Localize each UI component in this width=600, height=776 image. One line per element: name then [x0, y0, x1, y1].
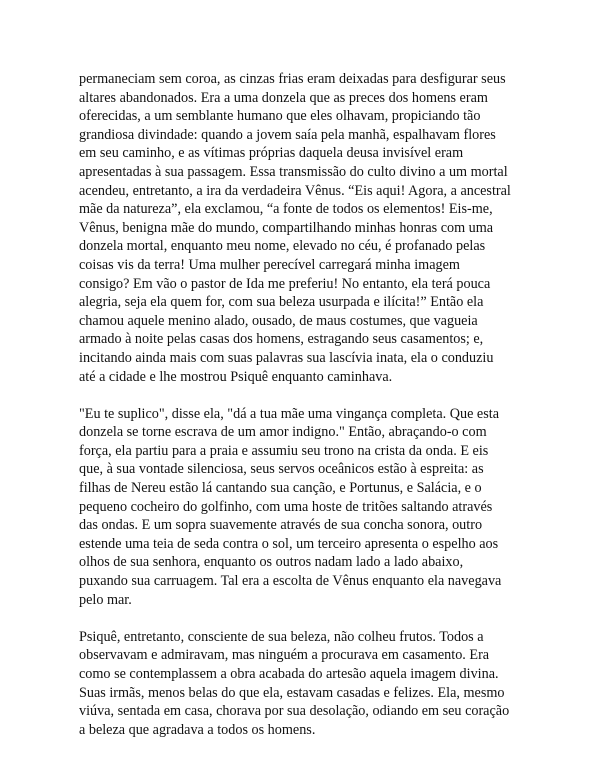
paragraph-venus-escort: "Eu te suplico", disse ela, "dá a tua mãe uma vingança completa. Que esta donzela se torne escrava de um amor indigno." Então, abraçando-o com força, ela partiu para a praia e assumiu seu trono na crista da onda. E eis que, à sua vontade silenciosa, seus servos oceânicos estão à espreita: as filhas de Nereu estão lá cantando sua canção, e Portunus, e Salácia, e o pequeno cocheiro do golfinho, com uma hoste de tritões saltando através das ondas. E um sopra suavemente através de sua concha sonora, outro estende uma teia de seda contra o sol, um terceiro apresenta o espelho aos olhos de sua senhora, enquanto os outros nadam lado a lado abaixo, puxando sua carruagem. Tal era a escolta de Vênus enquanto ela navegava pelo mar. [79, 405, 502, 608]
document-page [79, 70, 529, 758]
paragraph-psyche-solitude: Psiquê, entretanto, consciente de sua beleza, não colheu frutos. Todos a observavam e admiravam, mas ninguém a procurava em casamento. Era como se contemplassem a obra acabada do artesão aquela imagem divina. Suas irmãs, menos belas do que ela, estavam casadas e felizes. Ela, mesmo viúva, sentada em casa, chorava por sua desolação, odiando em seu coração a beleza que agradava a todos os homens. [79, 628, 510, 738]
paragraph-venus-wrath: permaneciam sem coroa, as cinzas frias eram deixadas para desfigurar seus altares abandonados. Era a uma donzela que as preces dos homens eram oferecidas, a um semblante humano que eles olhavam, propiciando tão grandiosa divindade: quando a jovem saía pela manhã, espalhavam flores em seu caminho, e as vítimas próprias daquela deusa invisível eram apresentadas à sua passagem. Essa transmissão do culto divino a um mortal acendeu, entretanto, a ira da verdadeira Vênus. “Eis aqui! Agora, a ancestral mãe da natureza”, ela exclamou, “a fonte de todos os elementos! Eis-me, Vênus, benigna mãe do mundo, compartilhando minhas honras com uma donzela mortal, enquanto meu nome, elevado no céu, é profanado pelas coisas vis da terra! Uma mulher perecível carregará minha imagem consigo? Em vão o pastor de Ida me preferiu! No entanto, ela terá pouca alegria, seja ela quem for, com sua beleza usurpada e ilícita!” Então ela chamou aquele menino alado, ousado, de maus costumes, que vagueia armado à noite pelas casas dos homens, estragando seus casamentos; e, incitando ainda mais com suas palavras sua lascívia inata, ela o conduziu até a cidade e lhe mostrou Psiquê enquanto caminhava. [79, 71, 511, 385]
